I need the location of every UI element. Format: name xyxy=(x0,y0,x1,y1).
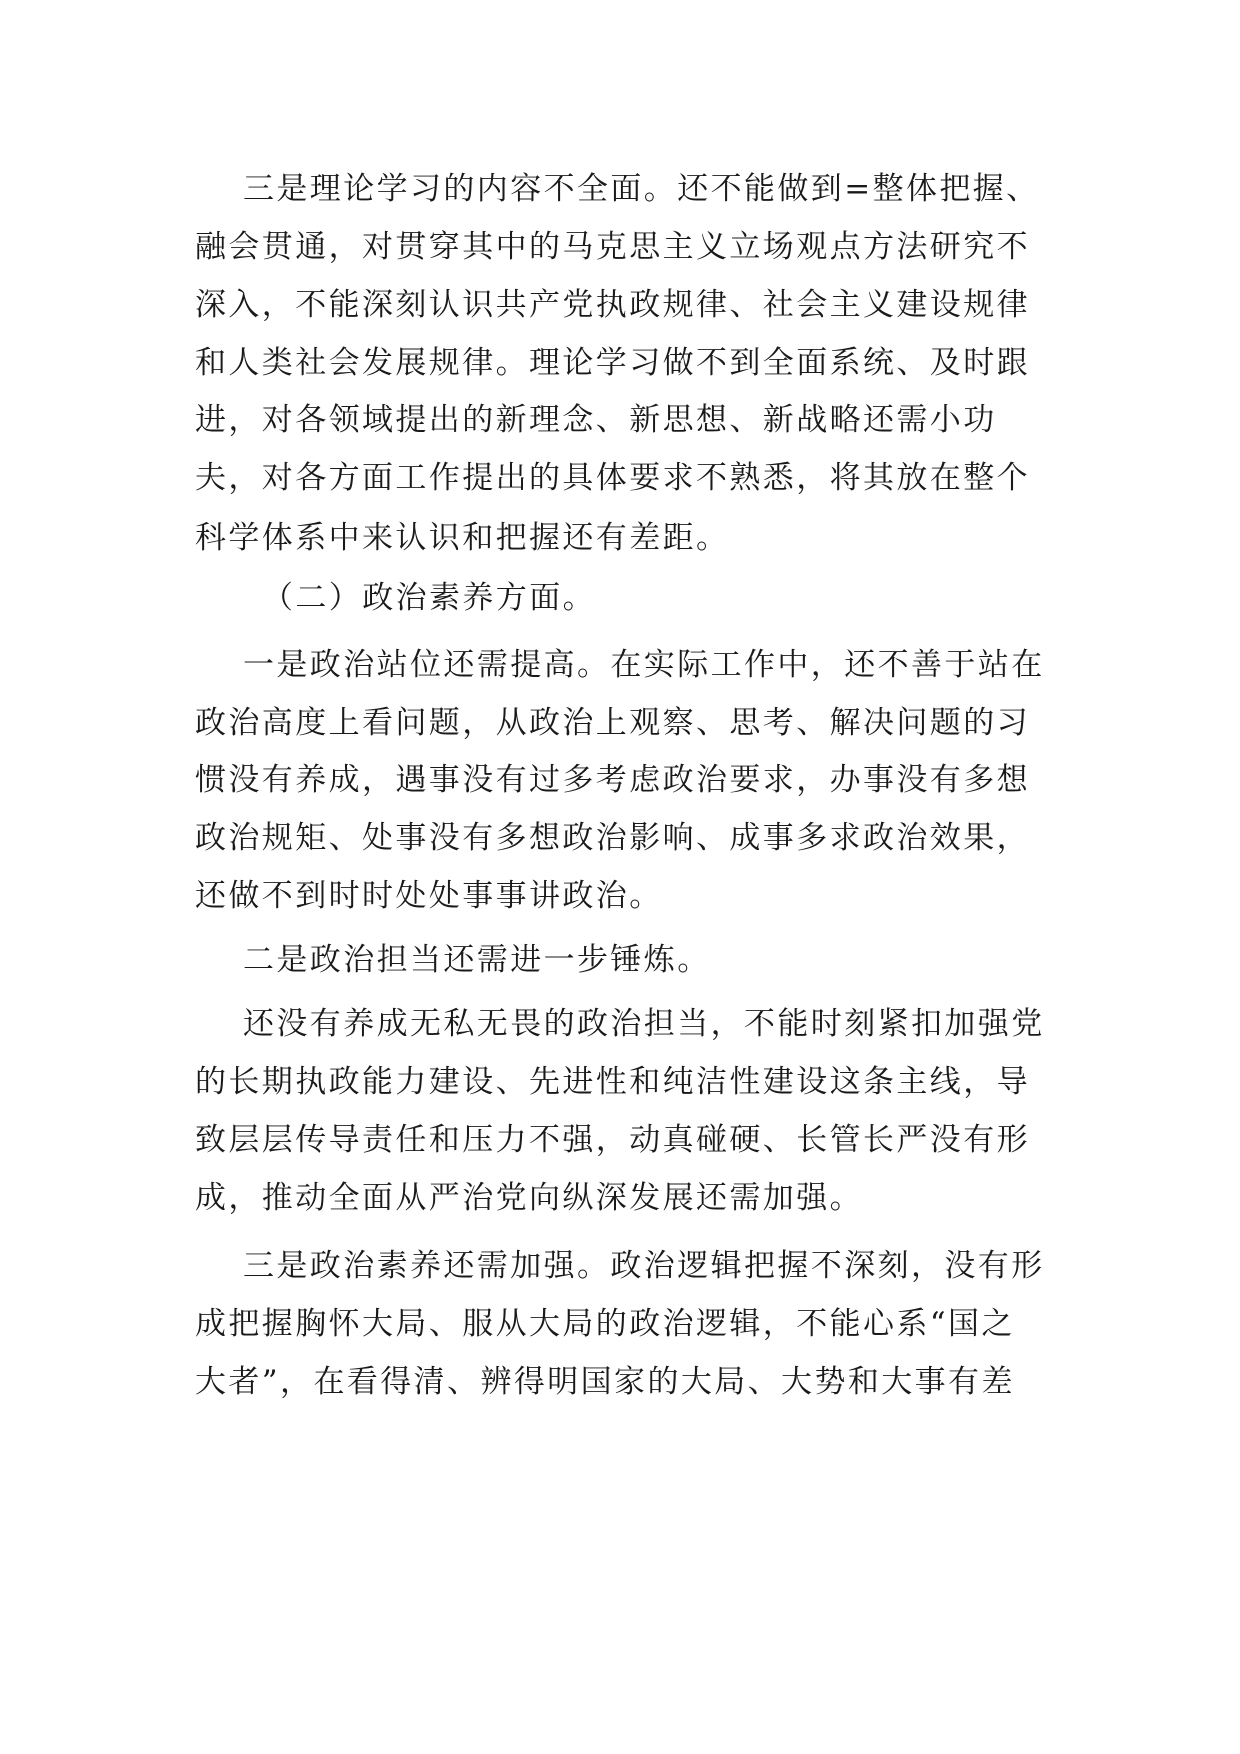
text-line: 融会贯通，对贯穿其中的马克思主义立场观点方法研究不 xyxy=(195,229,1030,265)
text-line: 二是政治担当还需进一步锤炼。 xyxy=(243,942,711,978)
section-heading: （二）政治素养方面。 xyxy=(262,580,596,616)
text-line: 夫，对各方面工作提出的具体要求不熟悉，将其放在整个 xyxy=(195,460,1030,496)
text-line: 惯没有养成，遇事没有过多考虑政治要求，办事没有多想 xyxy=(195,762,1030,798)
text-line: 的长期执政能力建设、先进性和纯洁性建设这条主线，导 xyxy=(195,1064,1030,1100)
text-line: 一是政治站位还需提高。在实际工作中，还不善于站在 xyxy=(243,647,1045,683)
text-line: 还做不到时时处处事事讲政治。 xyxy=(195,878,663,914)
text-line: 进，对各领域提出的新理念、新思想、新战略还需小功 xyxy=(195,402,997,438)
text-line: 成把握胸怀大局、服从大局的政治逻辑，不能心系“国之 xyxy=(195,1306,1015,1342)
text-line: 深入，不能深刻认识共产党执政规律、社会主义建设规律 xyxy=(195,287,1030,323)
text-line: 三是政治素养还需加强。政治逻辑把握不深刻，没有形 xyxy=(243,1248,1045,1284)
text-line: 三是理论学习的内容不全面。还不能做到=整体把握、 xyxy=(243,171,1040,207)
text-line: 和人类社会发展规律。理论学习做不到全面系统、及时跟 xyxy=(195,345,1030,381)
text-line: 政治规矩、处事没有多想政治影响、成事多求政治效果， xyxy=(195,820,1030,856)
text-line: 成，推动全面从严治党向纵深发展还需加强。 xyxy=(195,1180,863,1216)
text-line: 还没有养成无私无畏的政治担当，不能时刻紧扣加强党 xyxy=(243,1006,1045,1042)
text-line: 政治高度上看问题，从政治上观察、思考、解决问题的习 xyxy=(195,705,1030,741)
text-line: 科学体系中来认识和把握还有差距。 xyxy=(195,520,730,556)
text-line: 大者”，在看得清、辨得明国家的大局、大势和大事有差 xyxy=(195,1364,1015,1400)
text-line: 致层层传导责任和压力不强，动真碰硬、长管长严没有形 xyxy=(195,1122,1030,1158)
